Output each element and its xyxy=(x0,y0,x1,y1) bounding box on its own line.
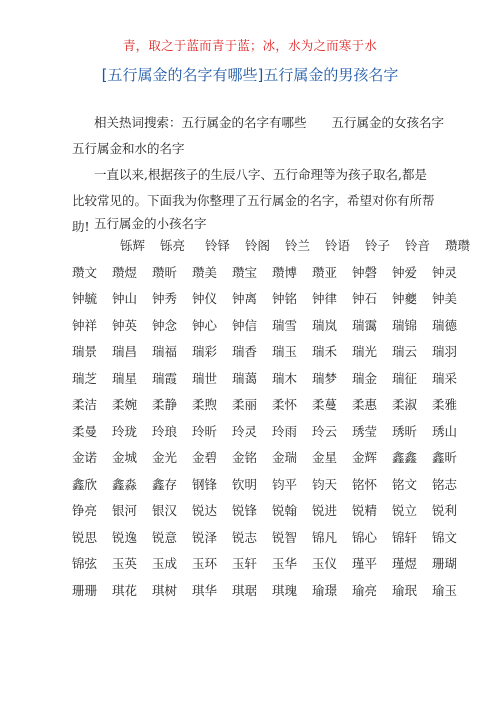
name-item: 锐精 xyxy=(352,503,378,518)
name-item: 玲昕 xyxy=(192,423,218,439)
name-item: 玉华 xyxy=(272,556,298,571)
name-row xyxy=(0,528,500,548)
name-item: 琪花 xyxy=(112,582,138,598)
name-item: 金城 xyxy=(112,450,138,465)
name-item: 铭志 xyxy=(432,476,458,492)
name-item: 金星 xyxy=(312,450,338,465)
name-item: 瑞德 xyxy=(432,317,458,333)
name-item: 瓒亚 xyxy=(312,264,338,280)
name-item: 瑞昌 xyxy=(112,344,138,359)
name-item: 铄辉 xyxy=(120,238,146,253)
name-item: 柔惠 xyxy=(352,397,378,412)
name-item: 钟仪 xyxy=(192,291,218,306)
name-item: 金辉 xyxy=(352,450,378,465)
name-item: 锐志 xyxy=(232,529,258,545)
name-item: 金碧 xyxy=(192,450,218,465)
name-item: 瑞征 xyxy=(392,370,418,386)
name-item: 玲雨 xyxy=(272,423,298,439)
name-item: 柔怀 xyxy=(272,397,298,412)
name-item: 锐立 xyxy=(392,503,418,518)
name-item: 柔雅 xyxy=(432,397,458,412)
name-item: 瓒美 xyxy=(192,264,218,280)
name-item: 柔婉 xyxy=(112,397,138,412)
name-item: 瑞景 xyxy=(72,344,98,359)
name-item: 钟信 xyxy=(232,317,258,333)
name-item: 铃兰 xyxy=(285,238,311,253)
name-item: 钟念 xyxy=(152,317,178,333)
name-item: 钦明 xyxy=(232,476,258,492)
name-item: 瑜玉 xyxy=(432,582,458,598)
name-item: 钟灵 xyxy=(432,264,458,280)
name-item: 钟磬 xyxy=(352,264,378,280)
name-item: 瓒博 xyxy=(272,264,298,280)
name-item: 钟爱 xyxy=(392,264,418,280)
intro-line-3: 助! xyxy=(72,219,90,234)
name-item: 瑾煜 xyxy=(392,556,418,571)
name-item: 瑞霞 xyxy=(152,370,178,386)
name-item: 琪琚 xyxy=(232,582,258,598)
name-item: 鑫淼 xyxy=(112,476,138,492)
name-item: 柔洁 xyxy=(72,397,98,412)
name-row xyxy=(0,422,500,442)
name-item: 锐思 xyxy=(72,529,98,545)
related-keywords xyxy=(72,110,444,162)
name-item: 银河 xyxy=(112,503,138,518)
intro-line-1: 一直以来,根据孩子的生辰八字、五行命理等为孩子取名,都是 xyxy=(94,167,427,182)
name-row xyxy=(0,501,500,521)
name-item: 铃子 xyxy=(365,238,391,253)
name-item: 钟心 xyxy=(192,317,218,333)
name-item: 钟山 xyxy=(112,291,138,306)
name-item: 瑞霭 xyxy=(352,317,378,333)
name-item: 金诺 xyxy=(72,450,98,465)
name-item: 玲灵 xyxy=(232,423,258,439)
name-item: 金瑞 xyxy=(272,450,298,465)
name-item: 瑞香 xyxy=(232,344,258,359)
name-item: 瑞金 xyxy=(352,370,378,386)
name-item: 钟石 xyxy=(352,291,378,306)
name-item: 柔淑 xyxy=(392,397,418,412)
name-item: 锦文 xyxy=(432,529,458,545)
name-row xyxy=(0,369,500,389)
name-item: 锐翰 xyxy=(272,503,298,518)
name-item: 珊瑚 xyxy=(432,556,458,571)
name-item: 柔曼 xyxy=(72,423,98,439)
name-item: 瑞芝 xyxy=(72,370,98,386)
related-line-2: 五行属金和水的名字 xyxy=(72,141,185,156)
header-motto: 青，取之于蓝而青于蓝；冰，水为之而寒于水 xyxy=(122,38,377,53)
name-row xyxy=(0,475,500,495)
name-item: 钟秀 xyxy=(152,291,178,306)
name-item: 锦凡 xyxy=(312,529,338,545)
name-item: 锐锋 xyxy=(232,503,258,518)
name-row xyxy=(0,342,500,362)
name-item: 铭怀 xyxy=(352,476,378,492)
name-item: 柔静 xyxy=(152,397,178,412)
name-item: 钧平 xyxy=(272,476,298,492)
name-item: 瑞雪 xyxy=(272,317,298,333)
name-item: 铃语 xyxy=(325,238,351,253)
name-item: 钟英 xyxy=(112,317,138,333)
name-item: 玲琅 xyxy=(152,423,178,439)
name-item: 钟夔 xyxy=(392,291,418,306)
name-item: 锐利 xyxy=(432,503,458,518)
name-item: 琪瑰 xyxy=(272,582,298,598)
name-row xyxy=(0,581,500,601)
name-item: 铭文 xyxy=(392,476,418,492)
name-item: 锐智 xyxy=(272,529,298,545)
name-item: 瑞福 xyxy=(152,344,178,359)
name-item: 钟铭 xyxy=(272,291,298,306)
name-item: 锐意 xyxy=(152,529,178,545)
name-item: 瑞木 xyxy=(272,370,298,386)
name-item: 瑜亮 xyxy=(352,582,378,598)
name-item: 琇昕 xyxy=(392,423,418,439)
name-item: 瑞岚 xyxy=(312,317,338,333)
name-item: 鑫昕 xyxy=(432,450,458,465)
name-item: 钟离 xyxy=(232,291,258,306)
name-item: 瓒昕 xyxy=(152,264,178,280)
name-item: 瓒煜 xyxy=(112,264,138,280)
name-item: 瓒瓒 xyxy=(445,238,471,253)
name-item: 瓒宝 xyxy=(232,264,258,280)
name-item: 锐逸 xyxy=(112,529,138,545)
name-row xyxy=(0,289,500,309)
name-item: 锐泽 xyxy=(192,529,218,545)
name-item: 钟毓 xyxy=(72,291,98,306)
name-item: 钢锋 xyxy=(192,476,218,492)
name-item: 瑞彩 xyxy=(192,344,218,359)
name-item: 玉环 xyxy=(192,556,218,571)
name-item: 玉仪 xyxy=(312,556,338,571)
name-item: 瑞梦 xyxy=(312,370,338,386)
name-item: 瑞云 xyxy=(392,344,418,359)
name-row xyxy=(0,395,500,415)
name-item: 铄亮 xyxy=(160,238,186,253)
name-item: 瑞蔼 xyxy=(232,370,258,386)
name-item: 金光 xyxy=(152,450,178,465)
name-item: 玲云 xyxy=(312,423,338,439)
name-item: 瓒文 xyxy=(72,264,98,280)
name-row xyxy=(0,554,500,574)
name-item: 玲珑 xyxy=(112,423,138,439)
name-item: 柔丽 xyxy=(232,397,258,412)
name-item: 铃阁 xyxy=(245,238,271,253)
name-item: 锐进 xyxy=(312,503,338,518)
name-item: 柔蔓 xyxy=(312,397,338,412)
name-item: 瑜珉 xyxy=(392,582,418,598)
name-row xyxy=(0,263,500,283)
name-item: 琪树 xyxy=(152,582,178,598)
name-item: 钟律 xyxy=(312,291,338,306)
name-item: 瑞世 xyxy=(192,370,218,386)
name-item: 玉成 xyxy=(152,556,178,571)
name-item: 琇山 xyxy=(432,423,458,439)
name-item: 鑫欣 xyxy=(72,476,98,492)
name-item: 钟美 xyxy=(432,291,458,306)
name-item: 铃铎 xyxy=(205,238,231,253)
name-item: 琇莹 xyxy=(352,423,378,439)
name-item: 珊珊 xyxy=(72,582,98,598)
name-item: 锦心 xyxy=(352,529,378,545)
name-item: 瑜璟 xyxy=(312,582,338,598)
name-item: 铃音 xyxy=(405,238,431,253)
article-title: [五行属金的名字有哪些]五行属金的男孩名字 xyxy=(101,66,399,84)
intro-line-2: 比较常见的。下面我为你整理了五行属金的名字，希望对你有所帮 xyxy=(72,193,435,208)
name-item: 钧天 xyxy=(312,476,338,492)
section-heading: 五行属金的小孩名字 xyxy=(94,216,207,231)
name-row xyxy=(0,316,500,336)
name-item: 瑞锦 xyxy=(392,317,418,333)
name-item: 瑞羽 xyxy=(432,344,458,359)
name-item: 瑾平 xyxy=(352,556,378,571)
name-item: 银汉 xyxy=(152,503,178,518)
name-item: 瑞禾 xyxy=(312,344,338,359)
name-row xyxy=(0,236,500,256)
name-item: 瑞玉 xyxy=(272,344,298,359)
name-row xyxy=(0,448,500,468)
related-line-1: 相关热词搜索：五行属金的名字有哪些 五行属金的女孩名字 xyxy=(94,115,445,130)
name-item: 钟祥 xyxy=(72,317,98,333)
name-item: 玉英 xyxy=(112,556,138,571)
name-item: 柔煦 xyxy=(192,397,218,412)
name-item: 琪华 xyxy=(192,582,218,598)
name-item: 锐达 xyxy=(192,503,218,518)
name-item: 鑫鑫 xyxy=(392,450,418,465)
name-item: 锦弦 xyxy=(72,556,98,571)
name-item: 瑞星 xyxy=(112,370,138,386)
name-item: 玉轩 xyxy=(232,556,258,571)
name-item: 金铭 xyxy=(232,450,258,465)
name-item: 瑞采 xyxy=(432,370,458,386)
name-item: 瑞光 xyxy=(352,344,378,359)
name-item: 铮亮 xyxy=(72,503,98,518)
name-item: 鑫存 xyxy=(152,476,178,492)
name-item: 锦轩 xyxy=(392,529,418,545)
